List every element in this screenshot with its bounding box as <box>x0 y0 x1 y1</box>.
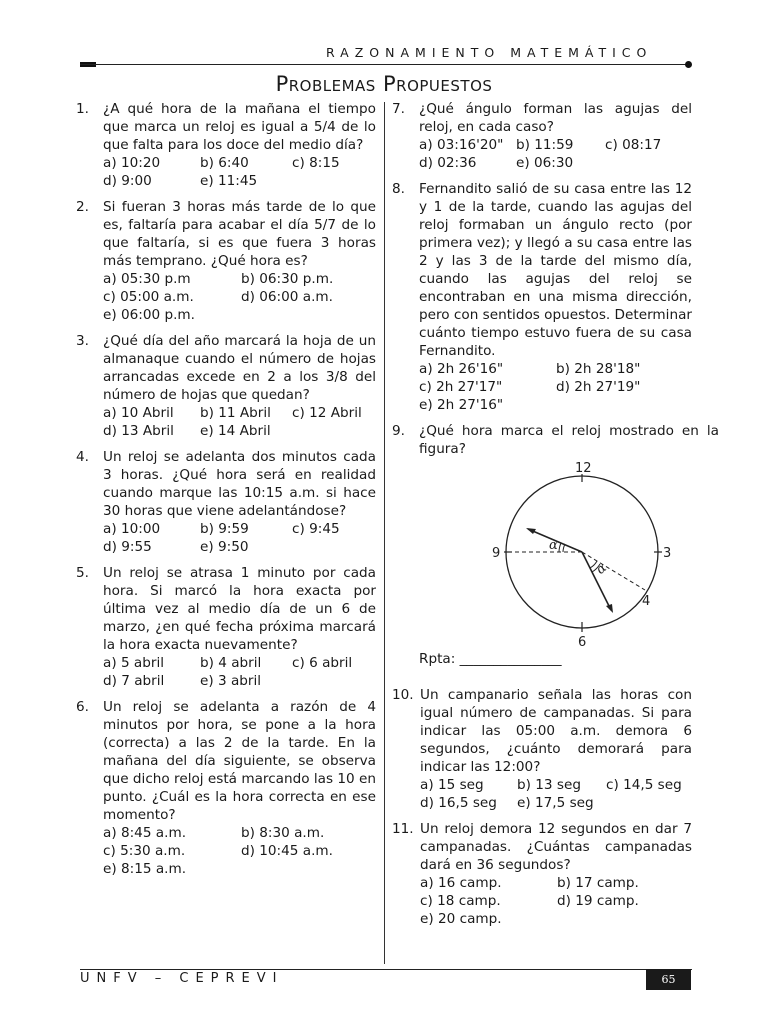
problem-number: 8. <box>392 181 405 197</box>
option-a: a) 10:20 <box>103 155 161 171</box>
option-e: e) 06:00 p.m. <box>103 307 195 323</box>
option-c: c) 14,5 seg <box>606 777 682 793</box>
option-c: c) 6 abril <box>292 655 353 671</box>
option-c: c) 5:30 a.m. <box>103 843 186 859</box>
angle-arc-top <box>559 543 561 552</box>
problem-4 <box>76 448 376 556</box>
answer-options <box>103 404 376 440</box>
problem-number: 4. <box>76 449 89 465</box>
option-d: d) 10:45 a.m. <box>241 843 333 859</box>
page-title: Problemas Propuestos <box>275 72 493 96</box>
problem-stem: ¿A qué hora de la mañana el tiempo que marca un reloj es igual a 5/4 de lo que falta para los doce del medio día? <box>103 101 376 153</box>
option-d: d) 13 Abril <box>103 423 174 439</box>
option-a: a) 2h 26'16" <box>419 361 504 377</box>
option-e: e) 2h 27'16" <box>419 397 504 413</box>
problem-stem: Si fueran 3 horas más tarde de lo que es, faltaría para acabar el día 5/7 de lo que faltaría, si es que fuera 3 horas más temprano. ¿Qué hora es? <box>103 199 376 269</box>
option-e: e) 20 camp. <box>420 911 502 927</box>
problem-number: 6. <box>76 699 89 715</box>
problem-2 <box>76 198 376 324</box>
problem-stem: ¿Qué día del año marcará la hoja de un almanaque cuando el número de hojas arrancadas excede en 2 a los 3/8 del número de hojas que quedan? <box>103 333 376 403</box>
option-b: b) 4 abril <box>200 655 262 671</box>
left-column <box>76 100 376 886</box>
problem-number: 9. <box>392 423 405 439</box>
problem-1 <box>76 100 376 190</box>
minute-hand-arrow-icon <box>606 604 613 613</box>
numeral-4: 4 <box>642 594 651 609</box>
answer-options <box>420 874 692 928</box>
column-divider <box>384 102 385 964</box>
option-c: c) 18 camp. <box>420 893 501 909</box>
header-rule-dot <box>685 61 692 68</box>
problem-stem: Un reloj se adelanta dos minutos cada 3 horas. ¿Qué hora será en realidad cuando marque las 10:15 a.m. si hace 30 horas que viene adelantándose? <box>103 449 376 519</box>
option-d: d) 7 abril <box>103 673 165 689</box>
problem-5 <box>76 564 376 690</box>
option-a: a) 8:45 a.m. <box>103 825 187 841</box>
option-d: d) 06:00 a.m. <box>241 289 333 305</box>
problem-number: 2. <box>76 199 89 215</box>
option-a: a) 15 seg <box>420 777 484 793</box>
option-e: e) 11:45 <box>200 173 258 189</box>
option-b: b) 9:59 <box>200 521 249 537</box>
answer-line: Rpta: _______________ <box>419 651 562 667</box>
footer-publisher: UNFV – CEPREVI <box>80 971 284 986</box>
option-b: b) 06:30 p.m. <box>241 271 334 287</box>
answer-options <box>103 824 376 878</box>
problem-number: 5. <box>76 565 89 581</box>
problem-stem: ¿Qué ángulo forman las agujas del reloj, en cada caso? <box>419 101 692 135</box>
option-b: b) 2h 28'18" <box>556 361 641 377</box>
option-c: c) 08:17 <box>605 137 662 153</box>
problem-stem: Un reloj demora 12 segundos en dar 7 campanadas. ¿Cuántas campanadas dará en 36 segundos? <box>420 821 692 873</box>
option-c: c) 2h 27'17" <box>419 379 503 395</box>
option-d: d) 16,5 seg <box>420 795 497 811</box>
problem-6 <box>76 698 376 878</box>
option-d: d) 9:55 <box>103 539 152 555</box>
numeral-6: 6 <box>578 635 587 650</box>
answer-options <box>419 360 692 414</box>
numeral-9: 9 <box>492 546 501 561</box>
numeral-12: 12 <box>575 461 592 476</box>
running-header: RAZONAMIENTO MATEMÁTICO <box>326 45 653 60</box>
right-column <box>392 100 719 936</box>
answer-options <box>103 270 376 324</box>
answer-options <box>103 154 376 190</box>
problem-number: 11. <box>392 821 414 837</box>
option-b: b) 11 Abril <box>200 405 271 421</box>
problem-number: 7. <box>392 101 405 117</box>
option-a: a) 10:00 <box>103 521 161 537</box>
problem-stem: Un campanario señala las horas con igual número de campanadas. Si para indicar las 05:00 a.m. demora 6 segundos, ¿cuánto demorará para indicar las 12:00? <box>420 687 692 775</box>
option-e: e) 3 abril <box>200 673 262 689</box>
option-c: c) 12 Abril <box>292 405 362 421</box>
alpha-label-bottom: α <box>593 560 610 578</box>
option-b: b) 6:40 <box>200 155 249 171</box>
numeral-3: 3 <box>663 546 672 561</box>
answer-options <box>103 654 376 690</box>
hour-hand-arrow-icon <box>526 528 536 534</box>
option-c: c) 8:15 <box>292 155 340 171</box>
option-c: c) 05:00 a.m. <box>103 289 194 305</box>
problem-11 <box>392 820 692 928</box>
option-d: d) 9:00 <box>103 173 152 189</box>
option-a: a) 5 abril <box>103 655 165 671</box>
option-b: b) 11:59 <box>516 137 574 153</box>
page-number: 65 <box>646 969 691 990</box>
problem-stem: ¿Qué hora marca el reloj mostrado en la figura? <box>419 423 719 457</box>
option-b: b) 13 seg <box>517 777 581 793</box>
problem-number: 1. <box>76 101 89 117</box>
problem-number: 10. <box>392 687 414 703</box>
problem-stem: Fernandito salió de su casa entre las 12 y 1 de la tarde, cuando las agujas del reloj formaban un ángulo recto (por primera vez); y llegó a su casa entre las 2 y las 3 de la tarde del mismo día, cuando las agujas del reloj se encontraban en una misma dirección, pero con sentidos opuestos. Determinar cuánto tiempo estuvo fuera de su casa Fernandito. <box>419 181 692 359</box>
option-e: e) 14 Abril <box>200 423 271 439</box>
option-d: d) 19 camp. <box>557 893 639 909</box>
option-a: a) 03:16'20" <box>419 137 504 153</box>
footer-rule <box>80 969 692 970</box>
alpha-label-top: α <box>549 538 558 553</box>
option-a: a) 10 Abril <box>103 405 174 421</box>
angle-arc-top-2 <box>563 544 565 552</box>
problem-stem: Un reloj se atrasa 1 minuto por cada hora. Si marcó la hora exacta por última vez al medio día de un 6 de marzo, ¿en qué fecha próxima marcará la hora exacta nuevamente? <box>103 565 376 653</box>
option-d: d) 02:36 <box>419 155 477 171</box>
clock-diagram <box>479 460 672 650</box>
answer-options <box>103 520 376 556</box>
problem-10 <box>392 686 692 812</box>
option-e: e) 9:50 <box>200 539 249 555</box>
problem-8 <box>392 180 692 414</box>
option-b: b) 8:30 a.m. <box>241 825 325 841</box>
option-b: b) 17 camp. <box>557 875 639 891</box>
option-e: e) 06:30 <box>516 155 574 171</box>
answer-options <box>420 776 692 812</box>
option-c: c) 9:45 <box>292 521 340 537</box>
option-e: e) 8:15 a.m. <box>103 861 187 877</box>
option-d: d) 2h 27'19" <box>556 379 641 395</box>
header-rule <box>80 64 688 65</box>
problem-3 <box>76 332 376 440</box>
clock-figure <box>419 460 719 650</box>
problem-9 <box>392 422 719 678</box>
answer-options <box>419 136 692 172</box>
option-a: a) 16 camp. <box>420 875 502 891</box>
problem-stem: Un reloj se adelanta a razón de 4 minutos por hora, se pone a la hora (correcta) a las 2 de la tarde. En la mañana del día siguiente, se observa que dicho reloj está marcando las 10 en punto. ¿Cuál es la hora correcta en ese momento? <box>103 699 376 823</box>
option-e: e) 17,5 seg <box>517 795 594 811</box>
problem-7 <box>392 100 692 172</box>
problem-number: 3. <box>76 333 89 349</box>
option-a: a) 05:30 p.m <box>103 271 191 287</box>
